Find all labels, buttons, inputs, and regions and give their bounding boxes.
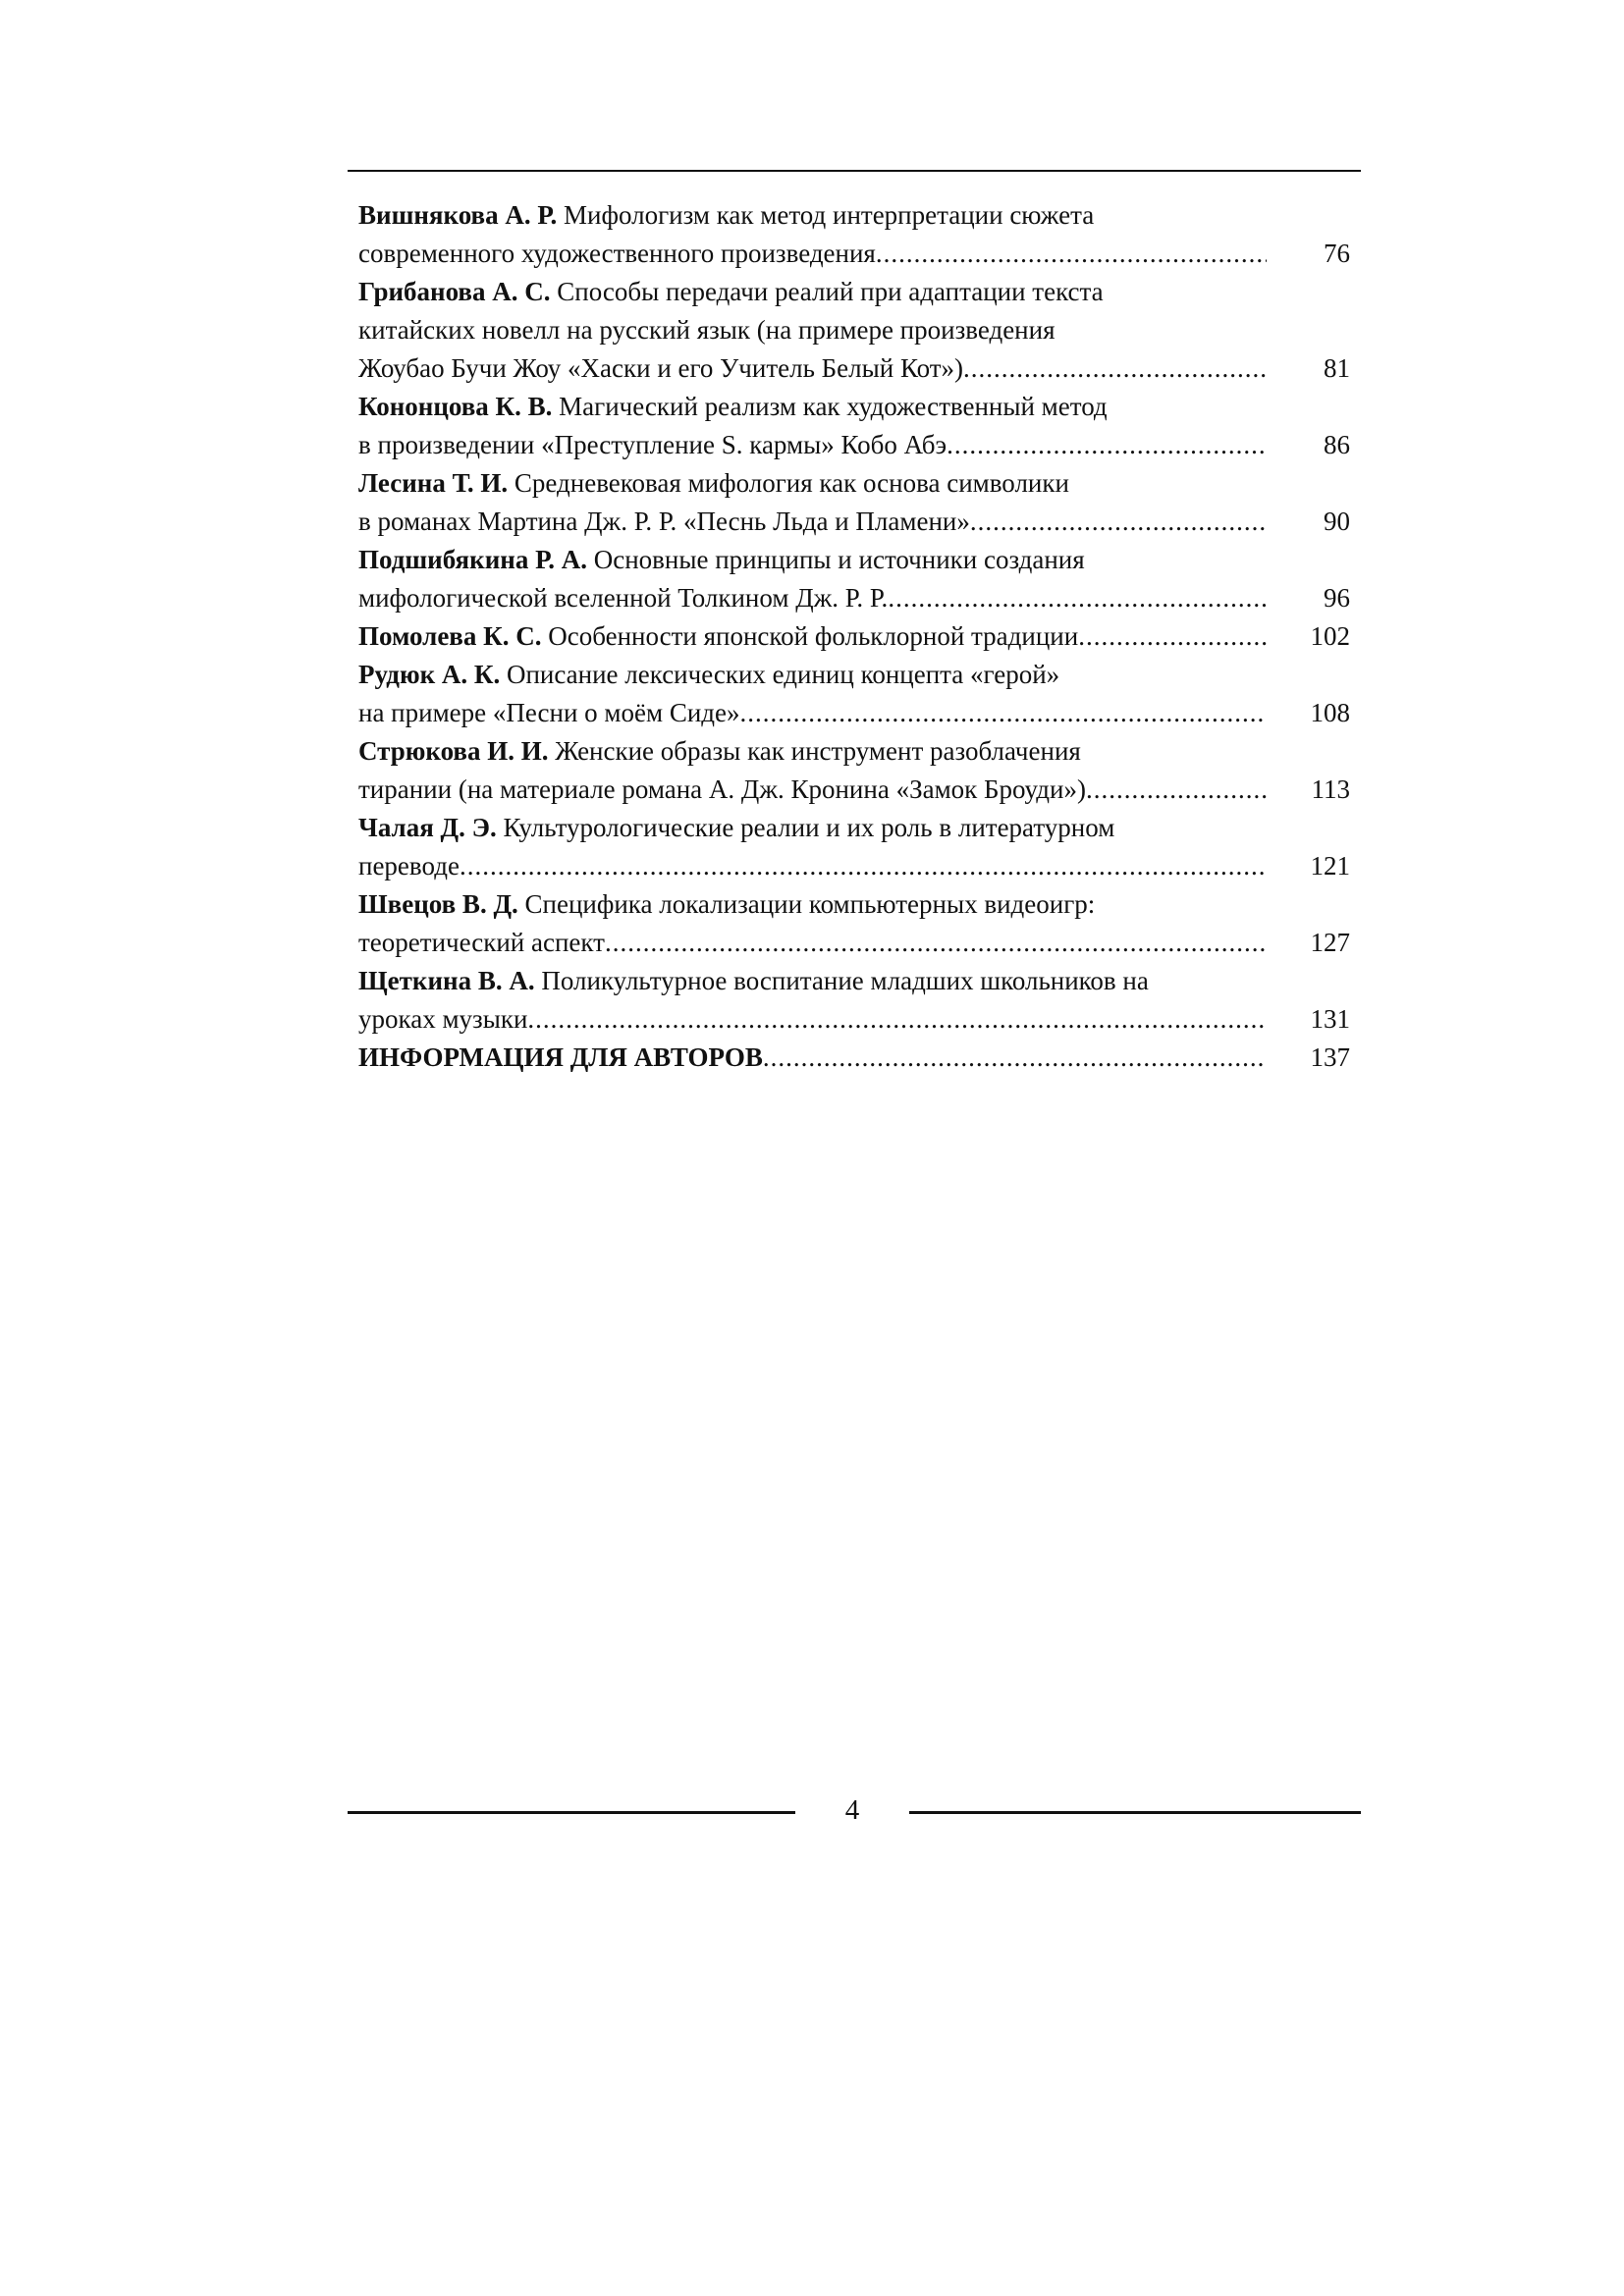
toc-author: Чалая Д. Э. xyxy=(358,813,497,842)
top-rule xyxy=(348,170,1361,172)
toc-entry[interactable] xyxy=(358,617,1350,656)
toc-title-line: Способы передачи реалий при адаптации текста xyxy=(557,277,1104,306)
toc-entry-text xyxy=(358,464,1267,541)
toc-entry[interactable] xyxy=(358,885,1350,962)
toc-page-number: 81 xyxy=(1324,353,1350,383)
toc-entry-text xyxy=(358,962,1267,1039)
toc-title-line: Описание лексических единиц концепта «герой» xyxy=(506,660,1060,689)
toc-entry-text xyxy=(358,617,1267,656)
dot-leader xyxy=(876,235,1267,273)
toc-entry[interactable] xyxy=(358,541,1350,617)
toc-entry-text xyxy=(358,809,1267,885)
toc-title-last: на примере «Песни о моём Сиде» xyxy=(358,698,740,727)
toc-author: Стрюкова И. И. xyxy=(358,736,549,766)
toc-entry[interactable] xyxy=(358,732,1350,809)
toc-entry[interactable] xyxy=(358,273,1350,388)
toc-entry[interactable] xyxy=(358,962,1350,1039)
toc-title-last: мифологической вселенной Толкином Дж. Р. Р. xyxy=(358,583,889,613)
toc-entry-text xyxy=(358,732,1267,809)
toc-page-number: 113 xyxy=(1311,774,1350,804)
dot-leader xyxy=(527,1000,1267,1039)
toc-title-line: китайских новелл на русский язык (на примере произведения xyxy=(358,315,1056,345)
toc-author: Подшибякина Р. А. xyxy=(358,545,587,574)
toc-entry[interactable] xyxy=(358,809,1350,885)
toc-title-last: в произведении «Преступление S. кармы» Кобо Абэ xyxy=(358,430,947,459)
toc-page-number: 137 xyxy=(1310,1042,1350,1072)
toc-page-number: 90 xyxy=(1324,507,1350,536)
toc-title-line: Культурологические реалии и их роль в литературном xyxy=(503,813,1115,842)
toc-author: Помолева К. С. xyxy=(358,621,542,651)
toc-title-line: Средневековая мифология как основа символики xyxy=(514,468,1069,498)
toc-page-number: 76 xyxy=(1324,239,1350,268)
toc-author: Кононцова К. В. xyxy=(358,392,553,421)
toc-title-line: Основные принципы и источники создания xyxy=(593,545,1085,574)
toc-entry-info[interactable] xyxy=(358,1039,1350,1077)
toc-title-last: теоретический аспект xyxy=(358,928,605,957)
toc-entry-text xyxy=(358,196,1267,273)
toc-entry[interactable] xyxy=(358,196,1350,273)
toc-entry[interactable] xyxy=(358,388,1350,464)
dot-leader xyxy=(1086,771,1267,809)
toc-page-number: 127 xyxy=(1310,928,1350,957)
page-number: 4 xyxy=(844,1794,860,1826)
toc-title-line: Женские образы как инструмент разоблачения xyxy=(555,736,1081,766)
footer-rule-left xyxy=(348,1811,795,1814)
toc-title-last: Жоубао Бучи Жоу «Хаски и его Учитель Белый Кот») xyxy=(358,353,964,383)
toc-info-title: ИНФОРМАЦИЯ ДЛЯ АВТОРОВ xyxy=(358,1042,763,1072)
dot-leader xyxy=(970,503,1267,541)
toc-title-last: тирании (на материале романа А. Дж. Кронина «Замок Броуди») xyxy=(358,774,1086,804)
dot-leader xyxy=(1078,617,1267,656)
dot-leader xyxy=(963,349,1267,388)
dot-leader xyxy=(947,426,1267,464)
toc-page-number: 96 xyxy=(1324,583,1350,613)
toc-title-last: переводе xyxy=(358,851,460,881)
dot-leader xyxy=(740,694,1267,732)
toc-title-line: Специфика локализации компьютерных видеоигр: xyxy=(524,889,1096,919)
toc-page-number: 131 xyxy=(1310,1004,1350,1034)
toc-page-number: 102 xyxy=(1310,621,1350,651)
footer-rule-right xyxy=(909,1811,1361,1814)
toc-page-number: 121 xyxy=(1310,851,1350,881)
toc-title-line: Мифологизм как метод интерпретации сюжета xyxy=(564,200,1095,230)
toc-entry-text xyxy=(358,656,1267,732)
toc-title-line: Поликультурное воспитание младших школьников на xyxy=(541,966,1149,995)
dot-leader xyxy=(605,924,1267,962)
dot-leader xyxy=(763,1039,1267,1077)
toc-title-last: Особенности японской фольклорной традиции xyxy=(548,621,1079,651)
toc-title-last: в романах Мартина Дж. Р. Р. «Песнь Льда и Пламени» xyxy=(358,507,970,536)
toc-entry-text xyxy=(358,1039,1267,1077)
toc-author: Грибанова А. С. xyxy=(358,277,551,306)
toc-author: Швецов В. Д. xyxy=(358,889,518,919)
toc-entry[interactable] xyxy=(358,464,1350,541)
table-of-contents xyxy=(358,196,1350,1077)
toc-entry[interactable] xyxy=(358,656,1350,732)
toc-entry-text xyxy=(358,388,1267,464)
toc-page-number: 86 xyxy=(1324,430,1350,459)
toc-author: Вишнякова А. Р. xyxy=(358,200,558,230)
dot-leader xyxy=(460,847,1267,885)
toc-title-last: уроках музыки xyxy=(358,1004,528,1034)
dot-leader xyxy=(888,579,1267,617)
toc-title-line: Магический реализм как художественный метод xyxy=(559,392,1108,421)
toc-entry-text xyxy=(358,885,1267,962)
toc-author: Лесина Т. И. xyxy=(358,468,509,498)
toc-title-last: современного художественного произведения xyxy=(358,239,876,268)
toc-entry-text xyxy=(358,273,1267,388)
toc-author: Щеткина В. А. xyxy=(358,966,535,995)
toc-page-number: 108 xyxy=(1310,698,1350,727)
toc-entry-text xyxy=(358,541,1267,617)
toc-author: Рудюк А. К. xyxy=(358,660,501,689)
